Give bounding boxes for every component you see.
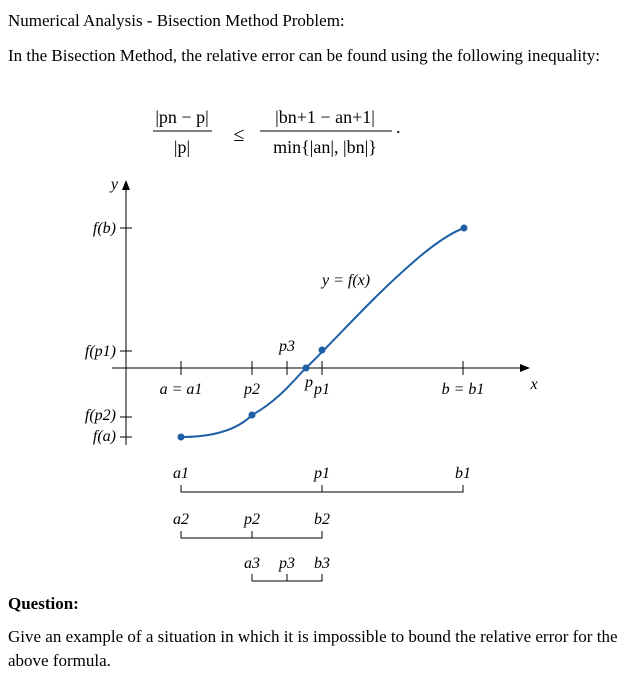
question-body: Give an example of a situation in which it is impossible to bound the relative error for the above formula.	[8, 627, 618, 670]
point-root	[303, 365, 310, 372]
x-label-p1: p1	[314, 381, 330, 398]
x-label-a: a = a1	[159, 381, 203, 398]
y-axis-label: y	[110, 176, 118, 193]
question-heading: Question:	[8, 594, 79, 613]
lhs-denominator: |p|	[173, 137, 191, 157]
level3-a3: a3	[244, 555, 260, 572]
curve-label: y = f(x)	[322, 272, 371, 289]
level1-b1: b1	[455, 465, 471, 482]
level2-p2: p2	[244, 511, 260, 528]
point-p2	[249, 412, 256, 419]
document-title: Numerical Analysis - Bisection Method Problem:	[8, 11, 345, 30]
point-a	[178, 434, 185, 441]
lhs-numerator: |pn − p|	[155, 107, 209, 127]
level3-b3: b3	[314, 555, 330, 572]
point-b	[461, 225, 468, 232]
level2-b2: b2	[314, 511, 330, 528]
y-axis-arrow-icon	[122, 180, 130, 190]
y-label-fp1: f(p1)	[84, 343, 116, 360]
x-axis-label: x	[530, 376, 538, 393]
level1-p1: p1	[314, 465, 330, 482]
x-axis-arrow-icon	[520, 364, 530, 372]
x-label-b: b = b1	[441, 381, 485, 398]
intro-paragraph: In the Bisection Method, the relative error can be found using the following inequality:	[8, 46, 601, 65]
function-curve	[181, 228, 464, 437]
root-label-p: p	[305, 374, 313, 391]
point-p1	[319, 347, 326, 354]
y-label-fb: f(b)	[92, 220, 116, 237]
inequality-sign: ≤	[233, 124, 245, 146]
level2-a2: a2	[173, 511, 189, 528]
x-label-p2: p2	[244, 381, 260, 398]
rhs-numerator: |bn+1 − an+1|	[275, 107, 375, 127]
rhs-denominator: min{|an|, |bn|}	[273, 137, 377, 157]
x-label-p3: p3	[279, 338, 295, 355]
formula-period: .	[396, 117, 401, 137]
level1-a1: a1	[173, 465, 189, 482]
bisection-figure	[0, 165, 634, 585]
y-label-fa: f(a)	[92, 428, 116, 445]
y-label-fp2: f(p2)	[84, 407, 116, 424]
level3-p3: p3	[279, 555, 295, 572]
relative-error-inequality	[150, 103, 450, 163]
